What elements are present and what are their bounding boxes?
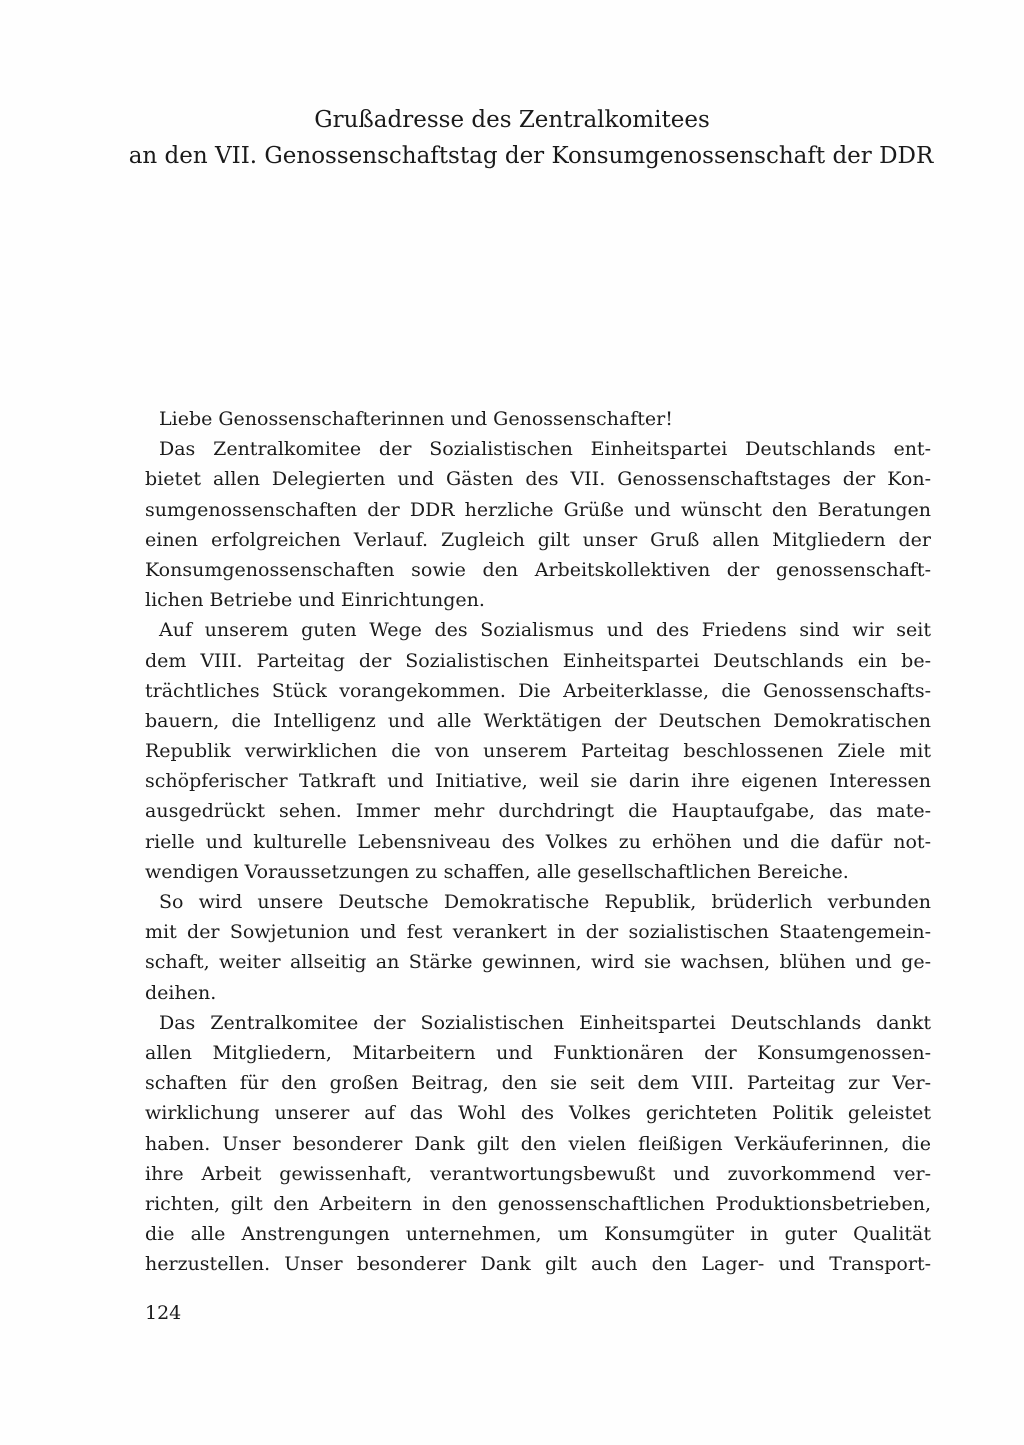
text-line: lichen Betriebe und Einrichtungen.	[145, 589, 485, 612]
text-line: So wird unsere Deutsche Demokratische Republik, brüderlich verbunden	[159, 891, 931, 913]
text-line: mit der Sowjetunion und fest verankert in der sozialistischen Staatengemein-	[145, 921, 931, 944]
paragraph-1	[145, 434, 931, 615]
text-line: ihre Arbeit gewissenhaft, verantwortungsbewußt und zuvorkommend ver-	[145, 1162, 931, 1185]
text-line: haben. Unser besonderer Dank gilt den vielen fleißigen Verkäuferinnen, die	[145, 1132, 931, 1155]
document-body	[145, 404, 931, 1279]
text-line: bietet allen Delegierten und Gästen des VII. Genossenschaftstages der Kon-	[145, 468, 931, 491]
text-line: deihen.	[145, 981, 217, 1004]
document-title	[0, 102, 1024, 174]
text-line: sumgenossenschaften der DDR herzliche Grüße und wünscht den Beratungen	[145, 498, 931, 521]
text-line: bauern, die Intelligenz und alle Werktätigen der Deutschen Demokratischen	[145, 709, 931, 732]
text-line: richten, gilt den Arbeitern in den genossenschaftlichen Produktionsbetrieben,	[145, 1192, 931, 1215]
text-line: rielle und kulturelle Lebensniveau des Volkes zu erhöhen und die dafür not-	[145, 830, 931, 853]
text-line: Das Zentralkomitee der Sozialistischen Einheitspartei Deutschlands ent-	[159, 438, 931, 461]
text-line: Konsumgenossenschaften sowie den Arbeitskollektiven der genossenschaft-	[145, 558, 931, 581]
page-number: 124	[145, 1302, 182, 1324]
text-line: wirklichung unserer auf das Wohl des Volkes gerichteten Politik geleistet	[145, 1102, 931, 1125]
text-line: schaft, weiter allseitig an Stärke gewinnen, wird sie wachsen, blühen und ge-	[145, 951, 931, 974]
paragraph-2	[145, 615, 931, 887]
salutation: Liebe Genossenschafterinnen und Genossenschafter!	[159, 408, 673, 430]
text-line: herzustellen. Unser besonderer Dank gilt auch den Lager- und Transport-	[145, 1253, 931, 1276]
paragraph-3	[145, 887, 931, 1008]
text-line: ausgedrückt sehen. Immer mehr durchdringt die Hauptaufgabe, das mate-	[145, 800, 931, 823]
text-line: dem VIII. Parteitag der Sozialistischen Einheitspartei Deutschlands ein be-	[145, 649, 931, 672]
text-line: trächtliches Stück vorangekommen. Die Arbeiterklasse, die Genossenschafts-	[145, 679, 931, 702]
paragraph-4	[145, 1008, 931, 1280]
text-line: schöpferischer Tatkraft und Initiative, weil sie darin ihre eigenen Interessen	[145, 770, 931, 793]
text-line: Das Zentralkomitee der Sozialistischen Einheitspartei Deutschlands dankt	[159, 1011, 931, 1034]
text-line: einen erfolgreichen Verlauf. Zugleich gilt unser Gruß allen Mitgliedern der	[145, 528, 931, 551]
text-line: allen Mitgliedern, Mitarbeitern und Funktionären der Konsumgenossen-	[145, 1041, 931, 1064]
text-line: schaften für den großen Beitrag, den sie seit dem VIII. Parteitag zur Ver-	[145, 1072, 931, 1095]
title-line-1: Grußadresse des Zentralkomitees	[314, 107, 710, 133]
title-line-2: an den VII. Genossenschaftstag der Konsumgenossenschaft der DDR	[128, 143, 934, 169]
text-line: wendigen Voraussetzungen zu schaffen, alle gesellschaftlichen Bereiche.	[145, 860, 849, 883]
text-line: die alle Anstrengungen unternehmen, um Konsumgüter in guter Qualität	[145, 1223, 931, 1246]
text-line: Republik verwirklichen die von unserem Parteitag beschlossenen Ziele mit	[145, 740, 931, 763]
text-line: Auf unserem guten Wege des Sozialismus und des Friedens sind wir seit	[159, 619, 931, 642]
